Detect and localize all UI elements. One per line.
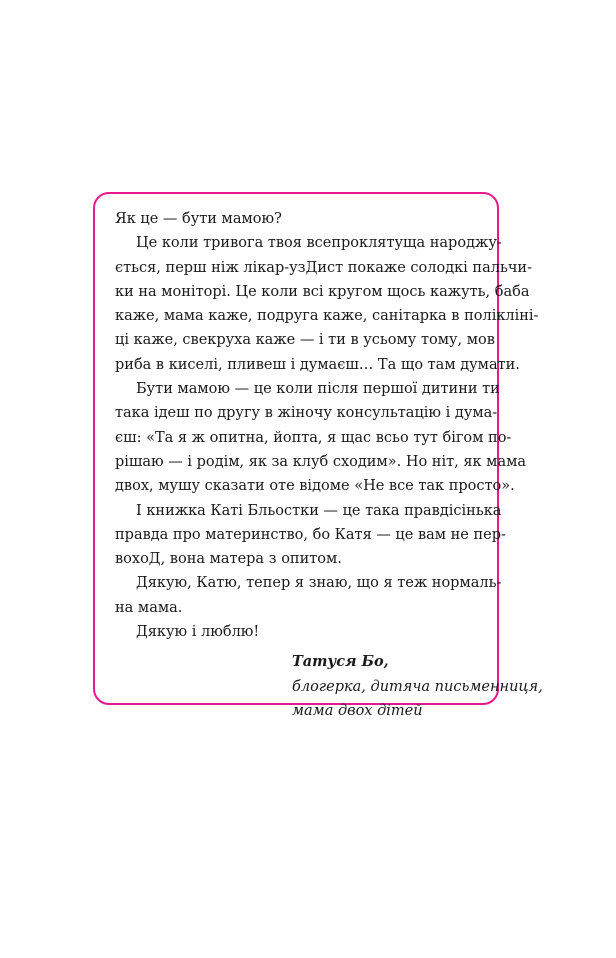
text-line: Як це — бути мамою? xyxy=(115,211,282,227)
text-line: Дякую, Катю, тепер я знаю, що я теж нормаль- xyxy=(136,575,502,592)
signature-role-2: мама двох дітей xyxy=(292,702,423,719)
text-line: двох, мушу сказати оте відоме «Не все так просто». xyxy=(115,478,515,495)
text-line: така ідеш по другу в жіночу консультацію і дума- xyxy=(115,405,498,422)
text-line: ки на моніторі. Це коли всі кругом щось кажуть, баба xyxy=(115,283,530,300)
text-line: ється, перш ніж лікар-узДист покаже солодкі пальчи- xyxy=(115,259,532,276)
signature-role: блогерка, дитяча письменниця, xyxy=(292,678,543,695)
text-line: Це коли тривога твоя всепроклятуща народжу- xyxy=(136,235,502,252)
text-line: ці каже, свекруха каже — і ти в усьому тому, мов xyxy=(115,332,495,349)
text-line: Дякую і люблю! xyxy=(136,624,260,641)
text-line: на мама. xyxy=(115,599,183,616)
text-line: каже, мама каже, подруга каже, санітарка в полікліні- xyxy=(115,308,539,325)
text-line: рішаю — і родім, як за клуб сходим». Но ніт, як мама xyxy=(115,453,527,470)
text-line: І книжка Каті Бльостки — це така правдісінька xyxy=(136,502,502,519)
text-line: вохоД, вона матера з опитом. xyxy=(115,551,342,568)
text-line: правда про материнство, бо Катя — це вам не пер- xyxy=(115,526,506,543)
preface-text xyxy=(115,207,543,723)
signature-name: Татуся Бо, xyxy=(292,653,389,671)
text-line: Бути мамою — це коли після першої дитини ти xyxy=(136,381,500,398)
text-line: єш: «Та я ж опитна, йопта, я щас всьо тут бігом по- xyxy=(115,429,512,446)
text-line: риба в киселі, пливеш і думаєш… Та що там думати. xyxy=(115,356,520,373)
